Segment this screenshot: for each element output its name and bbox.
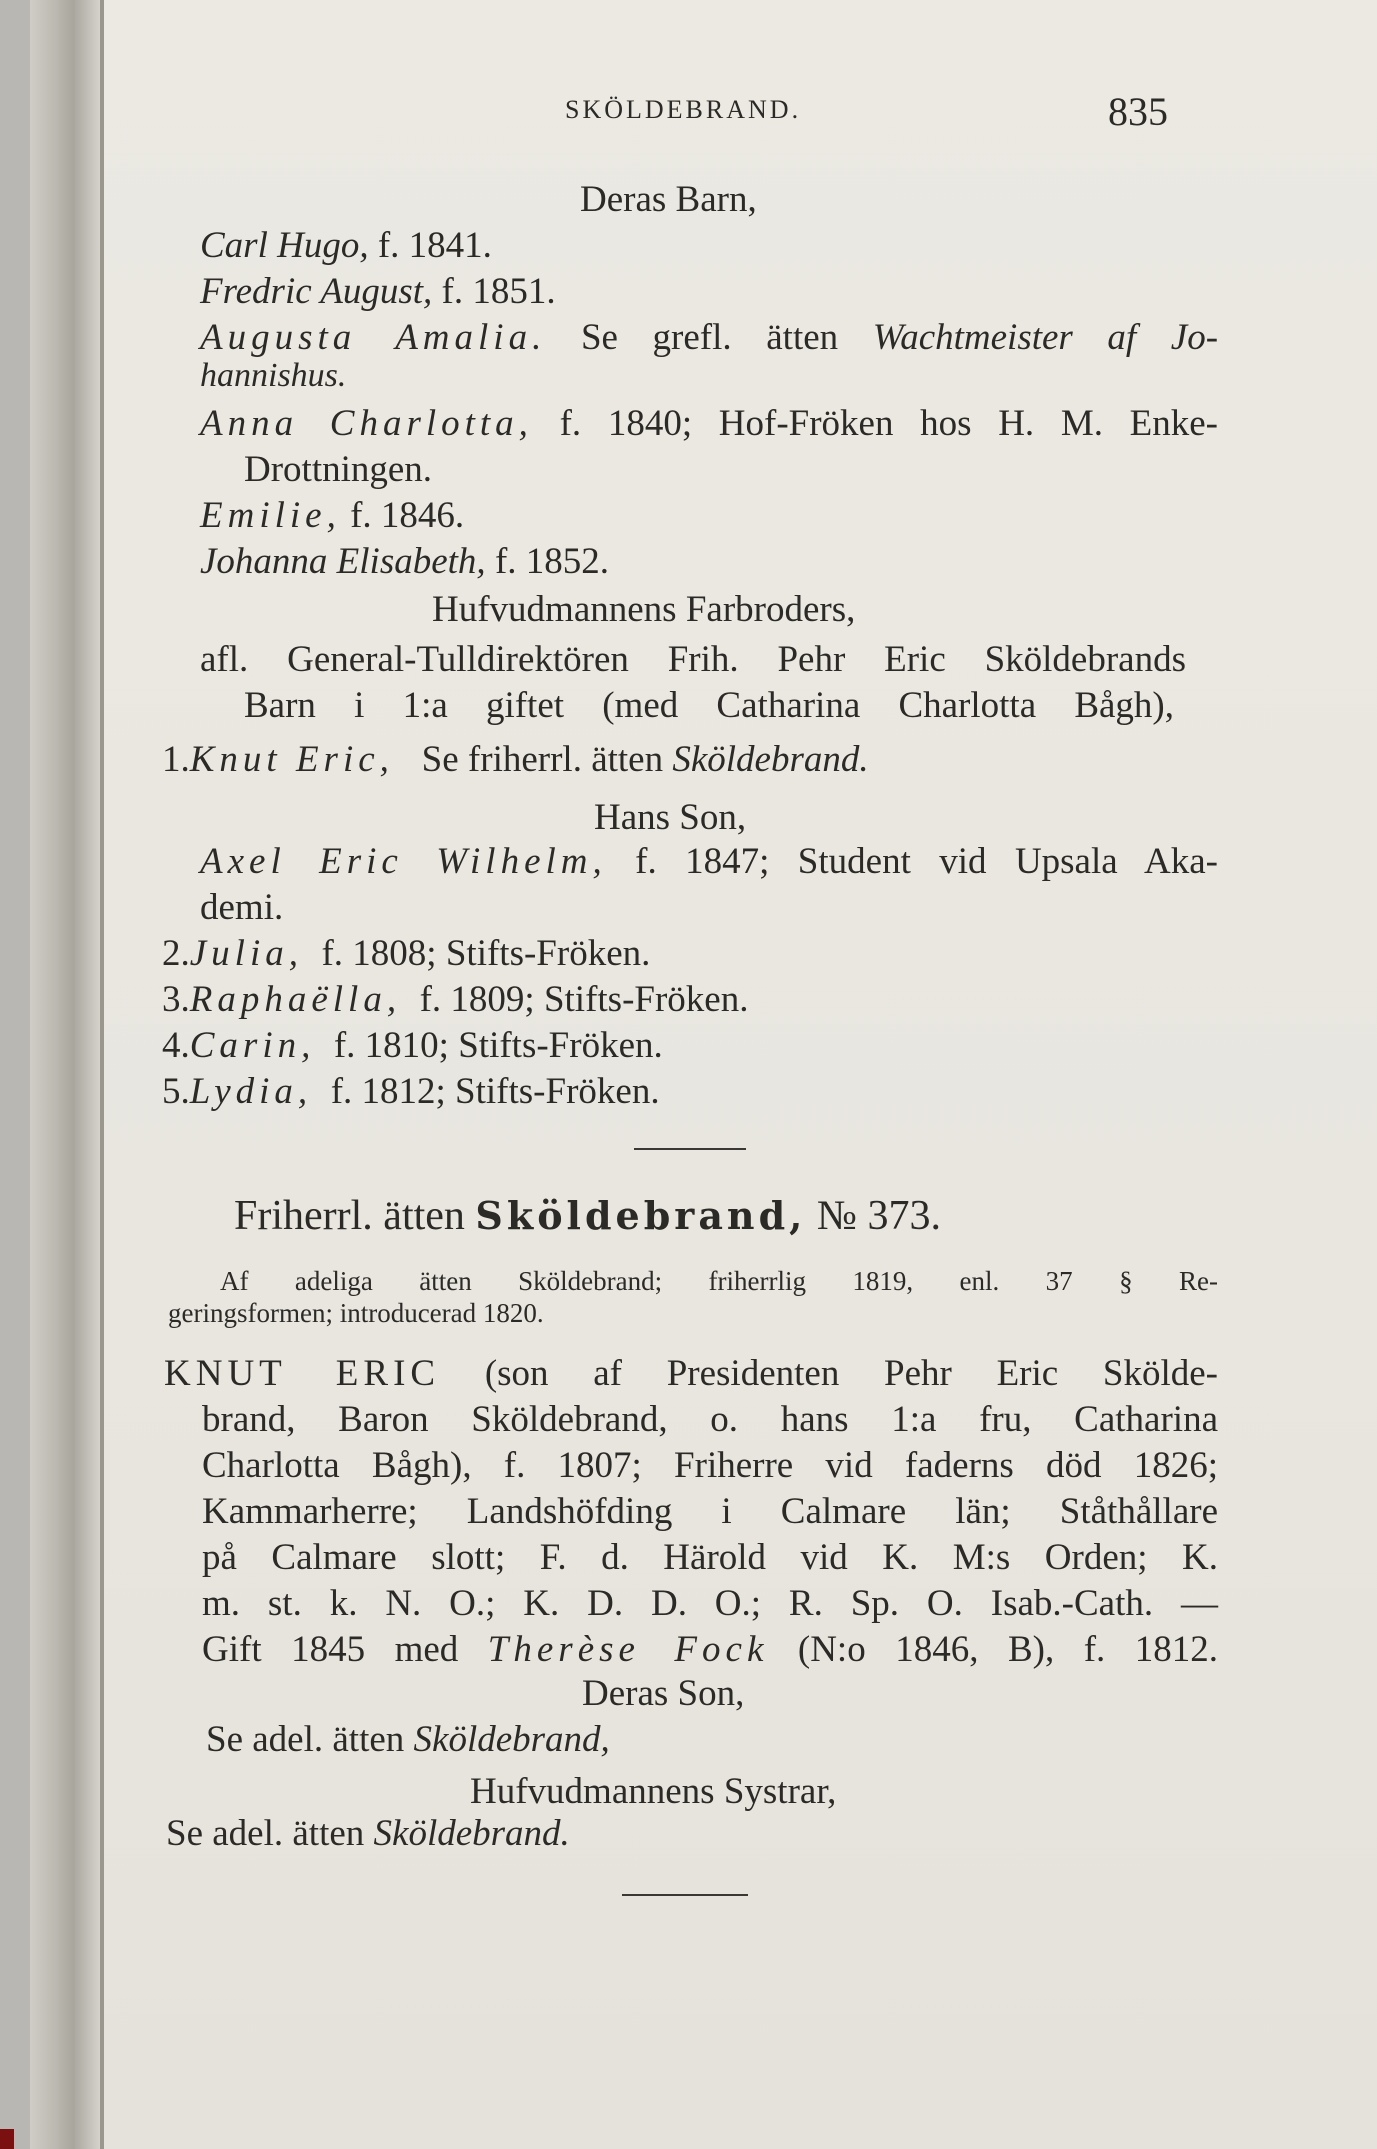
entry-text: Kammarherre; Landshöfding i Calmare län; Ståthållare xyxy=(202,1491,1218,1532)
book-spine xyxy=(30,0,102,2149)
child-entry: Johanna Elisabeth, f. 1852. xyxy=(200,541,610,582)
uncle-child: 5.Lydia, f. 1812; Stifts-Fröken. xyxy=(162,1071,660,1112)
running-head: SKÖLDEBRAND. xyxy=(565,95,802,124)
child-entry: Anna Charlotta, f. 1840; Hof-Fröken hos H. M. Enke- xyxy=(200,403,1218,444)
entry-text: brand, Baron Sköldebrand, o. hans 1:a fru, Catharina xyxy=(202,1399,1218,1440)
son-entry-cont: demi. xyxy=(200,887,284,928)
heading-children: Deras Barn, xyxy=(580,179,757,220)
uncle-child: 2.Julia, f. 1808; Stifts-Fröken. xyxy=(162,933,651,974)
entry-text: på Calmare slott; F. d. Härold vid K. M:s Orden; K. xyxy=(202,1537,1218,1578)
heading-son: Hans Son, xyxy=(594,797,747,838)
uncle-line: afl. General-Tulldirektören Frih. Pehr Eric Sköldebrands xyxy=(200,639,1186,680)
child-entry-cont: Drottningen. xyxy=(244,449,433,490)
section-title: Friherrl. ätten Sköldebrand, № 373. xyxy=(234,1193,941,1239)
uncle-child: 4.Carin, f. 1810; Stifts-Fröken. xyxy=(162,1025,663,1066)
entry-text: KNUT ERIC (son af Presidenten Pehr Eric Skölde- xyxy=(164,1353,1219,1394)
entry-text: Charlotta Bågh), f. 1807; Friherre vid faderns död 1826; xyxy=(202,1445,1218,1486)
son-entry: Axel Eric Wilhelm, f. 1847; Student vid Upsala Aka- xyxy=(200,841,1219,882)
heading-son: Deras Son, xyxy=(582,1673,745,1714)
corner-mark xyxy=(0,2129,14,2149)
uncle-line: Barn i 1:a giftet (med Catharina Charlotta Bågh), xyxy=(244,685,1174,726)
entry-text: Gift 1845 med Therèse Fock (N:o 1846, B), f. 1812. xyxy=(202,1629,1219,1670)
uncle-child: 3.Raphaëlla, f. 1809; Stifts-Fröken. xyxy=(162,979,749,1020)
entry-text: m. st. k. N. O.; K. D. D. O.; R. Sp. O. Isab.-Cath. — xyxy=(202,1583,1218,1624)
child-entry: Fredric August, f. 1851. xyxy=(200,271,556,312)
page-number: 835 xyxy=(1108,89,1168,134)
intro-text: Af adeliga ätten Sköldebrand; friherrlig 1819, enl. 37 § Re- xyxy=(220,1266,1218,1296)
section-divider xyxy=(622,1894,748,1896)
child-entry: Carl Hugo, f. 1841. xyxy=(200,225,492,266)
heading-sisters: Hufvudmannens Systrar, xyxy=(470,1771,837,1812)
section-divider xyxy=(634,1148,746,1150)
child-entry: Augusta Amalia. Se grefl. ätten Wachtmeister af Jo- xyxy=(200,317,1219,358)
child-entry: Emilie, f. 1846. xyxy=(200,495,465,536)
cross-reference: Se adel. ätten Sköldebrand. xyxy=(166,1813,570,1854)
uncle-child: 1.Knut Eric, Se friherrl. ätten Sköldebrand. xyxy=(162,739,869,780)
cross-reference: Se adel. ätten Sköldebrand, xyxy=(206,1719,610,1760)
intro-text: geringsformen; introducerad 1820. xyxy=(168,1298,544,1328)
binding-shadow xyxy=(0,0,30,2149)
child-entry-cont: hannishus. xyxy=(200,357,347,394)
heading-uncle: Hufvudmannens Farbroders, xyxy=(432,589,856,630)
